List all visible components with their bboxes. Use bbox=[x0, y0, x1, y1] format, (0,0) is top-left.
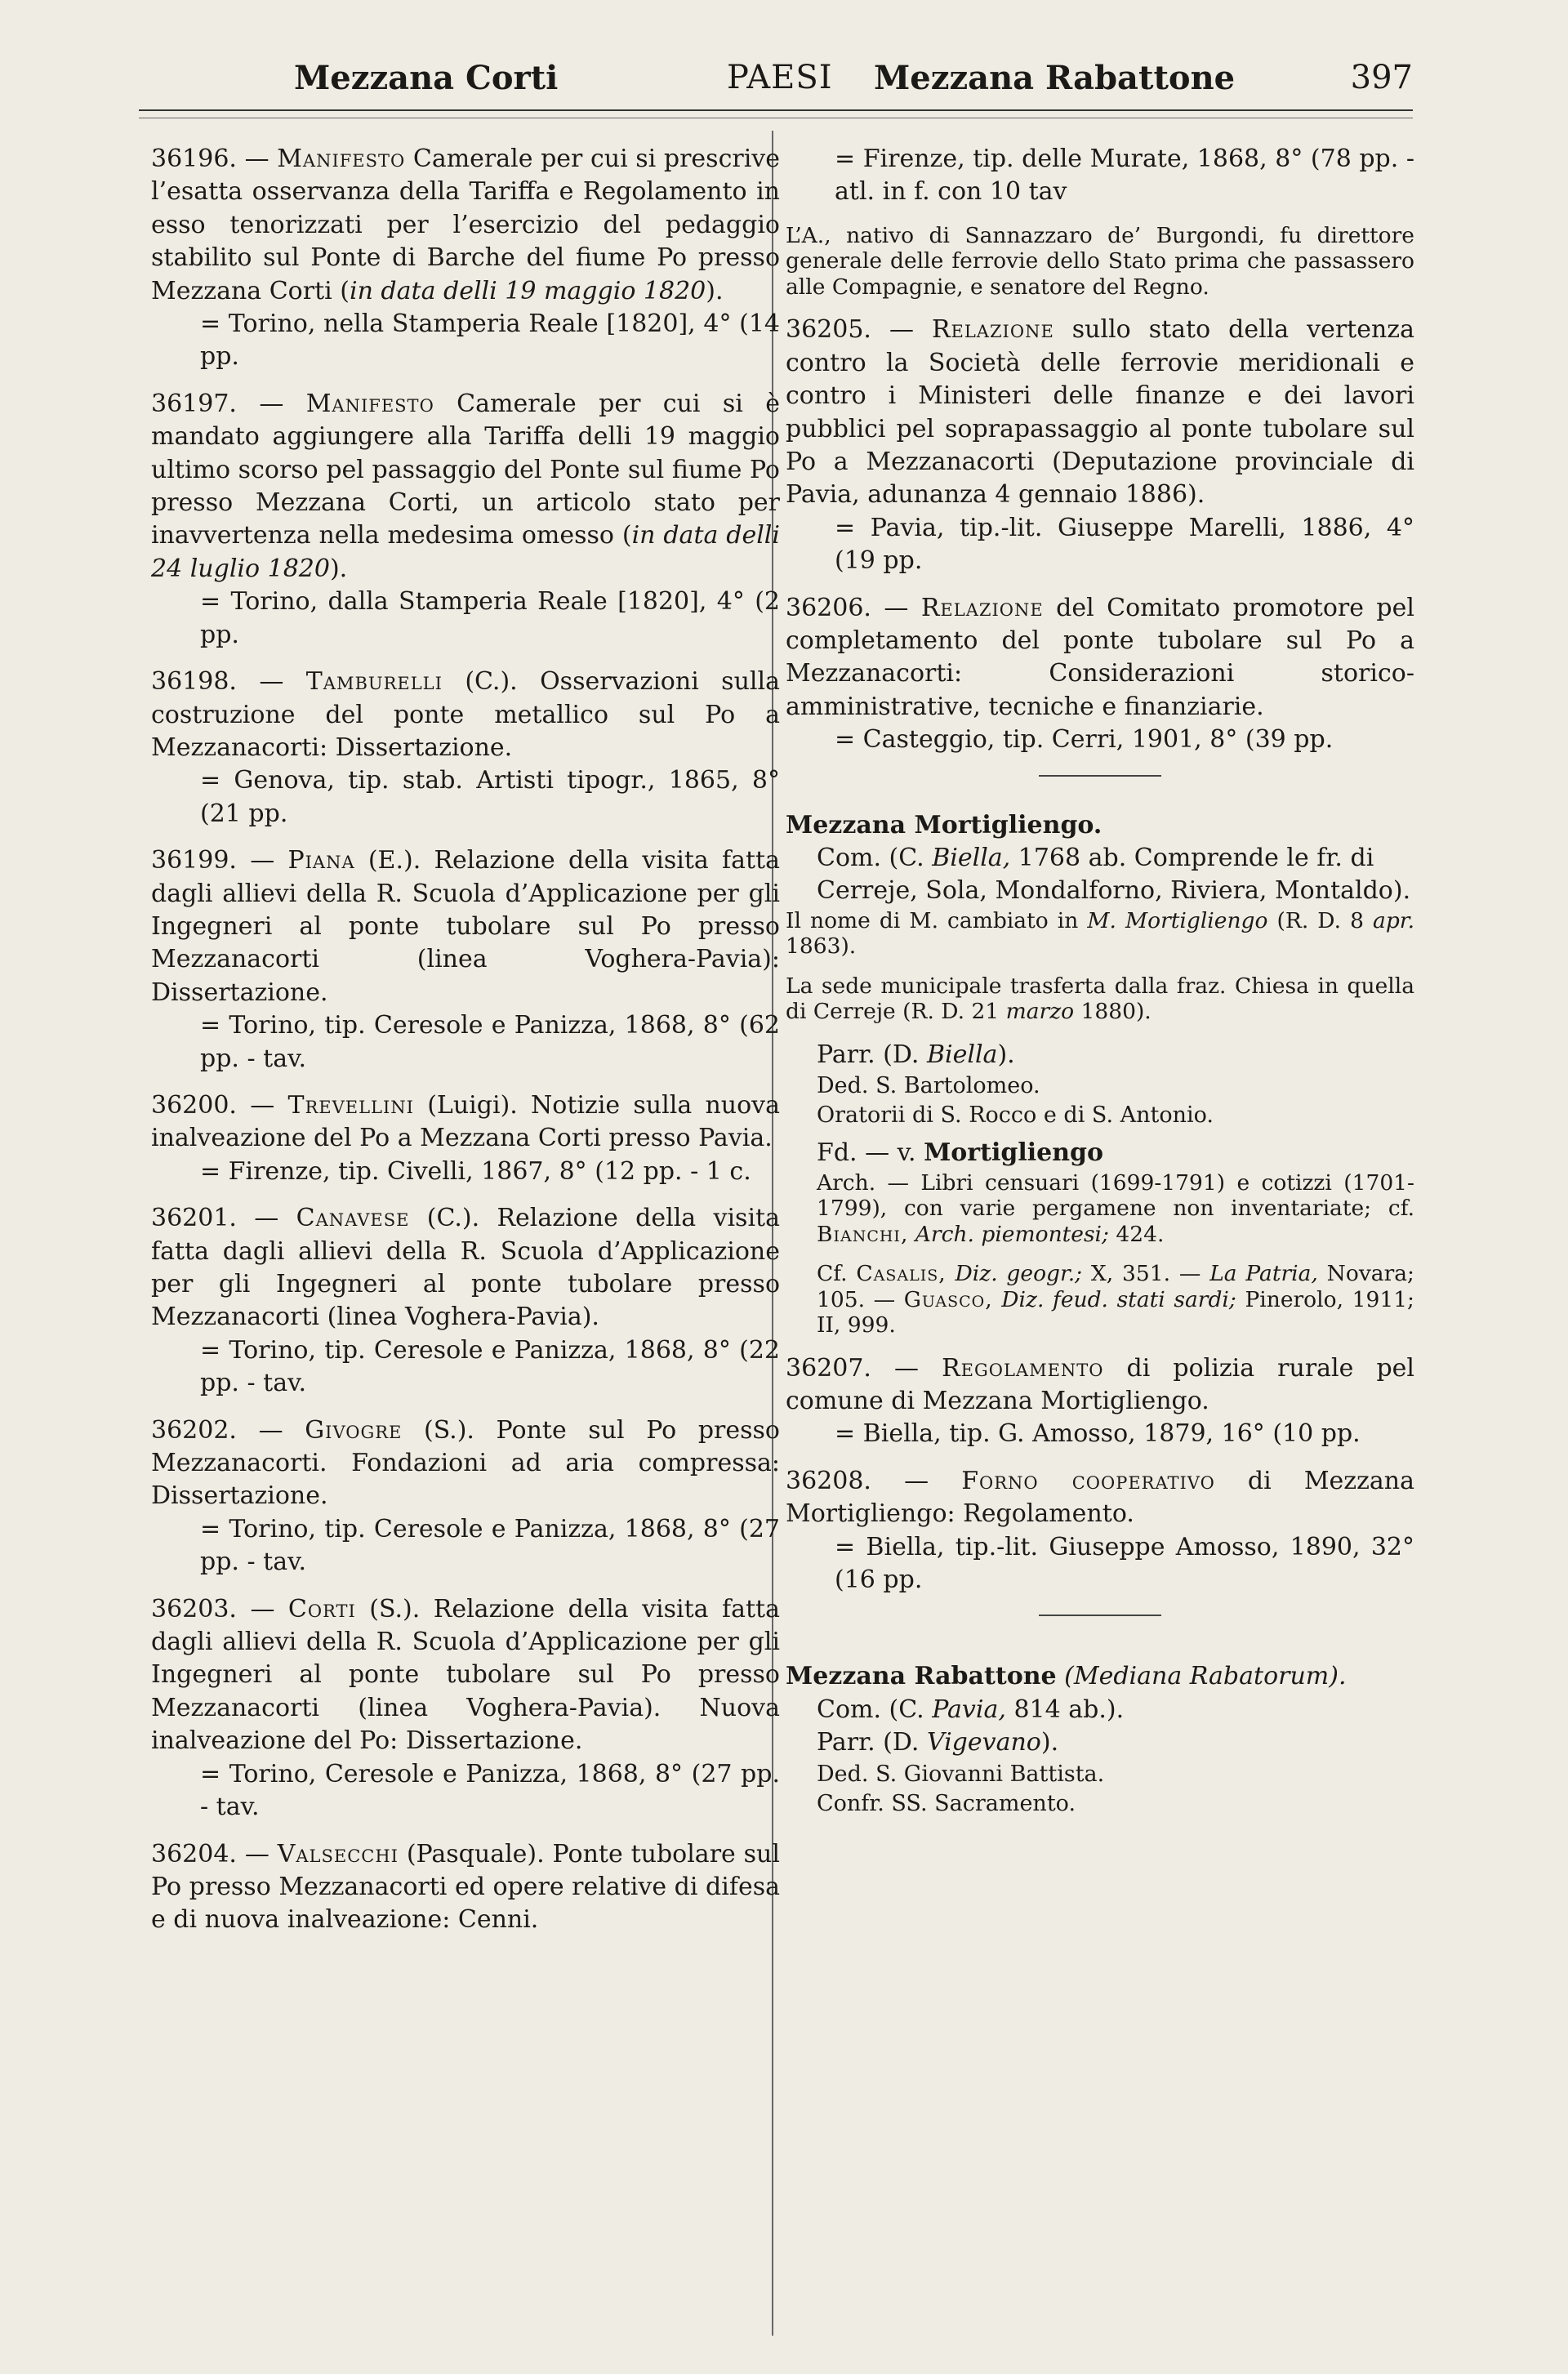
entry-number: 36206. — bbox=[786, 593, 909, 622]
locality-note-name bbox=[786, 908, 1414, 960]
header-left-title: Mezzana Corti bbox=[294, 58, 559, 97]
entry-imprint: = Torino, tip. Ceresole e Panizza, 1868, 8° (27 pp. - tav. bbox=[200, 1514, 780, 1577]
entry-imprint: = Torino, Ceresole e Panizza, 1868, 8° (27 pp. - tav. bbox=[200, 1759, 780, 1822]
entry-text: (Pasquale). Ponte tubolare sul Po presso Mezzanacorti ed opere relative di difesa e di nuova inalveazione: Cenni. bbox=[151, 1839, 780, 1935]
locality-archive bbox=[786, 1170, 1414, 1248]
locality-parish bbox=[786, 1039, 1414, 1071]
right-column bbox=[786, 143, 1414, 1819]
locality-oratories: Oratorii di S. Rocco e di S. Antonio. bbox=[817, 1102, 1214, 1129]
entry-author: Canavese bbox=[296, 1204, 410, 1233]
entry-tail: ). bbox=[706, 276, 724, 305]
left-column bbox=[151, 143, 780, 1951]
note-text: 1863). bbox=[786, 933, 857, 960]
locality-confraternity: Confr. SS. Sacramento. bbox=[817, 1790, 1076, 1816]
commune-prefix: Com. (C. bbox=[817, 1695, 933, 1724]
entry-author: Piana bbox=[287, 846, 355, 875]
locality-fd bbox=[786, 1137, 1414, 1169]
entry-text: sullo stato della vertenza contro la Società delle ferrovie meridionali e contro i Ministeri delle finanze e dei lavori pubblici pel soprapassaggio al ponte tubolare sul Po a Mezzanacorti (Deputazione provinciale di Pavia, adunanza 4 gennaio 1886). bbox=[786, 315, 1414, 510]
entry-number: 36197. — bbox=[151, 389, 284, 418]
entry-36204 bbox=[151, 1838, 780, 1937]
parish-diocese: Vigevano bbox=[926, 1728, 1041, 1757]
entry-number: 36199. — bbox=[151, 846, 275, 875]
entry-36207 bbox=[786, 1352, 1414, 1451]
locality-note-seat bbox=[786, 973, 1414, 1025]
ref-author: Guasco, bbox=[903, 1286, 993, 1312]
entry-author: Tamburelli bbox=[305, 667, 443, 697]
entry-36199 bbox=[151, 844, 780, 1076]
entry-text: (Luigi). Notizie sulla nuova inalveazione del Po a Mezzana Corti presso Pavia. bbox=[151, 1090, 780, 1153]
entry-imprint: = Casteggio, tip. Cerri, 1901, 8° (39 pp. bbox=[835, 725, 1334, 755]
entry-imprint: = Pavia, tip.-lit. Giuseppe Marelli, 1886, 4° (19 pp. bbox=[835, 513, 1414, 576]
entry-36208 bbox=[786, 1465, 1414, 1597]
entry-text: (S.). Relazione della visita fatta dagli allievi della R. Scuola d’Applicazione per gli Ingegneri al ponte tubolare sul Po presso Mezzanacorti (linea Voghera-Pavia). Nuova inalveazione del Po: Dissertazione. bbox=[151, 1594, 780, 1756]
locality-commune bbox=[786, 1694, 1414, 1726]
entry-text: (C.). Osservazioni sulla costruzione del ponte metallico sul Po a Mezzanacorti: Dissertazione. bbox=[151, 667, 780, 762]
entry-number: 36203. — bbox=[151, 1594, 275, 1623]
entry-note: L’A., nativo di Sannazzaro de’ Burgondi, fu direttore generale delle ferrovie dello Stato prima che passassero alle Compagnie, e senatore del Regno. bbox=[786, 222, 1414, 300]
note-italic: M. Mortigliengo bbox=[1087, 907, 1268, 933]
note-italic: apr. bbox=[1373, 907, 1414, 933]
entry-text: (E.). Relazione della visita fatta dagli allievi della R. Scuola d’Applicazione per gli Ingegneri al ponte tubolare sul Po presso Mezzanacorti (linea Voghera-Pavia): Dissertazione. bbox=[151, 846, 780, 1007]
entry-36203 bbox=[151, 1593, 780, 1824]
header-rule bbox=[139, 109, 1413, 111]
entry-author: Trevellini bbox=[287, 1090, 414, 1120]
entry-text: Camerale per cui si è mandato aggiungere alla Tariffa delli 19 maggio ultimo scorso pel passaggio del Ponte sul fiume Po presso Mezzana Corti, un articolo stato per inavvertenza nella medesima omesso ( bbox=[151, 389, 780, 550]
archive-text: Arch. — Libri censuari (1699-1791) e cotizzi (1701-1799), con varie pergamene non inventariate; cf. bbox=[817, 1169, 1414, 1222]
entry-imprint: = Biella, tip.-lit. Giuseppe Amosso, 1890, 32° (16 pp. bbox=[835, 1532, 1414, 1595]
entry-number: 36200. — bbox=[151, 1090, 275, 1120]
entry-imprint: = Torino, tip. Ceresole e Panizza, 1868, 8° (22 pp. - tav. bbox=[200, 1335, 780, 1398]
entry-text: Camerale per cui si prescrive l’esatta osservanza della Tariffa e Regolamento in esso tenorizzati per l’esercizio del pedaggio stabilito sul Ponte di Barche del fiume Po presso Mezzana Corti ( bbox=[151, 145, 781, 305]
entry-tail: ). bbox=[329, 554, 348, 583]
ref-text: X, 351. — bbox=[1082, 1261, 1210, 1287]
locality-mezzana-mortigliengo bbox=[786, 809, 1414, 1338]
parish-prefix: Parr. (D. bbox=[817, 1728, 927, 1757]
entry-text: (C.). Relazione della visita fatta dagli allievi della R. Scuola d’Applicazione per gli Ingegneri al ponte tubolare presso Mezzanacorti (linea Voghera-Pavia). bbox=[151, 1204, 780, 1332]
parish-tail: ). bbox=[997, 1040, 1015, 1069]
ref-author: Casalis, bbox=[856, 1261, 947, 1287]
archive-tail: 424. bbox=[1108, 1221, 1165, 1247]
fd-reference: Mortigliengo bbox=[924, 1138, 1104, 1168]
section-separator bbox=[1039, 1615, 1161, 1616]
entry-36200 bbox=[151, 1089, 780, 1188]
entry-number: 36202. — bbox=[151, 1415, 283, 1445]
entry-36206 bbox=[786, 592, 1414, 757]
ref-text: Novara; 105. — bbox=[817, 1261, 1414, 1312]
entry-number: 36208. — bbox=[786, 1466, 929, 1495]
entry-imprint: = Torino, tip. Ceresole e Panizza, 1868, 8° (62 pp. - tav. bbox=[200, 1011, 780, 1073]
entry-text: del Comitato promotore pel completamento del ponte tubolare sul Po a Mezzanacorti: Considerazioni storico-amministrative, tecniche e finanziarie. bbox=[786, 593, 1414, 721]
fd-prefix: Fd. — v. bbox=[817, 1138, 924, 1168]
parish-prefix: Parr. (D. bbox=[817, 1040, 927, 1069]
commune-details: 814 ab.). bbox=[1005, 1695, 1125, 1724]
entry-heading: Relazione bbox=[931, 315, 1054, 345]
entry-number: 36201. — bbox=[151, 1204, 279, 1233]
note-text: La sede municipale trasferta dalla fraz. Chiesa in quella di Cerreje (R. D. 21 bbox=[786, 973, 1414, 1025]
note-text: Il nome di M. cambiato in bbox=[786, 907, 1088, 933]
entry-heading: Regolamento bbox=[942, 1353, 1104, 1383]
entry-imprint-continued: = Firenze, tip. delle Murate, 1868, 8° (78 pp. - atl. in f. con 10 tav bbox=[835, 145, 1414, 207]
parish-tail: ). bbox=[1040, 1728, 1059, 1757]
locality-commune bbox=[786, 842, 1414, 908]
entry-36197 bbox=[151, 388, 780, 652]
entry-number: 36207. — bbox=[786, 1353, 920, 1383]
ref-title: Diz. geogr.; bbox=[946, 1261, 1083, 1287]
entry-author: Valsecchi bbox=[277, 1839, 399, 1868]
entry-heading: Manifesto bbox=[305, 389, 434, 418]
entry-36198 bbox=[151, 666, 780, 831]
header-right-title: Mezzana Rabattone bbox=[874, 58, 1236, 97]
header-center-title: PAESI bbox=[727, 59, 833, 96]
ref-text: Pinerolo, 1911; II, 999. bbox=[817, 1286, 1414, 1338]
parish-diocese: Biella bbox=[926, 1040, 998, 1069]
commune-details: 1768 ab. Comprende le fr. di Cerreje, Sola, Mondalforno, Riviera, Montaldo). bbox=[817, 844, 1411, 906]
ref-text: Cf. bbox=[817, 1261, 857, 1287]
locality-mezzana-rabattone bbox=[786, 1660, 1414, 1818]
commune-circondario: Biella, bbox=[932, 844, 1011, 872]
entry-imprint: = Biella, tip. G. Amosso, 1879, 16° (10 pp. bbox=[835, 1419, 1361, 1449]
entry-heading: Relazione bbox=[920, 593, 1044, 622]
locality-latin-name: (Mediana Rabatorum). bbox=[1064, 1662, 1347, 1691]
archive-author: Bianchi, bbox=[817, 1221, 909, 1247]
entry-number: 36196. — bbox=[151, 145, 270, 173]
locality-title: Mezzana Mortigliengo. bbox=[786, 810, 1102, 840]
entry-imprint: = Torino, dalla Stamperia Reale [1820], 4° (2 pp. bbox=[200, 587, 780, 649]
locality-title bbox=[786, 1660, 1414, 1693]
entry-date: in data delli 24 luglio 1820 bbox=[151, 521, 780, 583]
entry-imprint: = Firenze, tip. Civelli, 1867, 8° (12 pp. - 1 c. bbox=[200, 1156, 751, 1186]
entry-36202 bbox=[151, 1414, 780, 1579]
page-number: 397 bbox=[1350, 59, 1413, 96]
entry-heading: Manifesto bbox=[277, 145, 406, 173]
locality-name: Mezzana Rabattone bbox=[786, 1662, 1057, 1691]
entry-imprint: = Genova, tip. stab. Artisti tipogr., 1865, 8° (21 pp. bbox=[200, 766, 780, 828]
note-italic: marzo bbox=[1005, 999, 1075, 1025]
commune-prefix: Com. (C. bbox=[817, 844, 933, 872]
locality-parish bbox=[786, 1726, 1414, 1759]
entry-number: 36204. — bbox=[151, 1839, 270, 1868]
section-separator bbox=[1039, 775, 1161, 777]
locality-dedication: Ded. S. Giovanni Battista. bbox=[817, 1761, 1105, 1787]
entry-text: (S.). Ponte sul Po presso Mezzanacorti. Fondazioni ad aria compressa: Dissertazione. bbox=[151, 1415, 780, 1511]
entry-36196 bbox=[151, 143, 780, 374]
locality-references bbox=[786, 1261, 1414, 1338]
entry-imprint: = Torino, nella Stamperia Reale [1820], 4° (14 pp. bbox=[200, 310, 780, 372]
entry-date: in data delli 19 maggio 1820 bbox=[349, 276, 706, 305]
entry-number: 36198. — bbox=[151, 667, 284, 697]
entry-36205 bbox=[786, 314, 1414, 577]
locality-dedication: Ded. S. Bartolomeo. bbox=[817, 1073, 1040, 1099]
commune-circondario: Pavia, bbox=[932, 1695, 1006, 1724]
archive-title: Arch. piemontesi; bbox=[908, 1221, 1109, 1247]
entry-text: di Mezzana Mortigliengo: Regolamento. bbox=[786, 1466, 1414, 1529]
note-text: 1880). bbox=[1074, 999, 1152, 1025]
entry-number: 36205. — bbox=[786, 315, 914, 345]
entry-author: Corti bbox=[287, 1594, 356, 1623]
ref-title: La Patria, bbox=[1209, 1261, 1318, 1287]
entry-text: di polizia rurale pel comune di Mezzana Mortigliengo. bbox=[786, 1353, 1414, 1416]
ref-title: Diz. feud. stati sardi; bbox=[992, 1286, 1236, 1312]
entry-author: Givogre bbox=[305, 1415, 403, 1445]
running-header bbox=[139, 49, 1413, 106]
entry-36201 bbox=[151, 1202, 780, 1400]
note-text: (R. D. 8 bbox=[1267, 907, 1374, 933]
entry-heading: Forno cooperativo bbox=[961, 1466, 1215, 1495]
